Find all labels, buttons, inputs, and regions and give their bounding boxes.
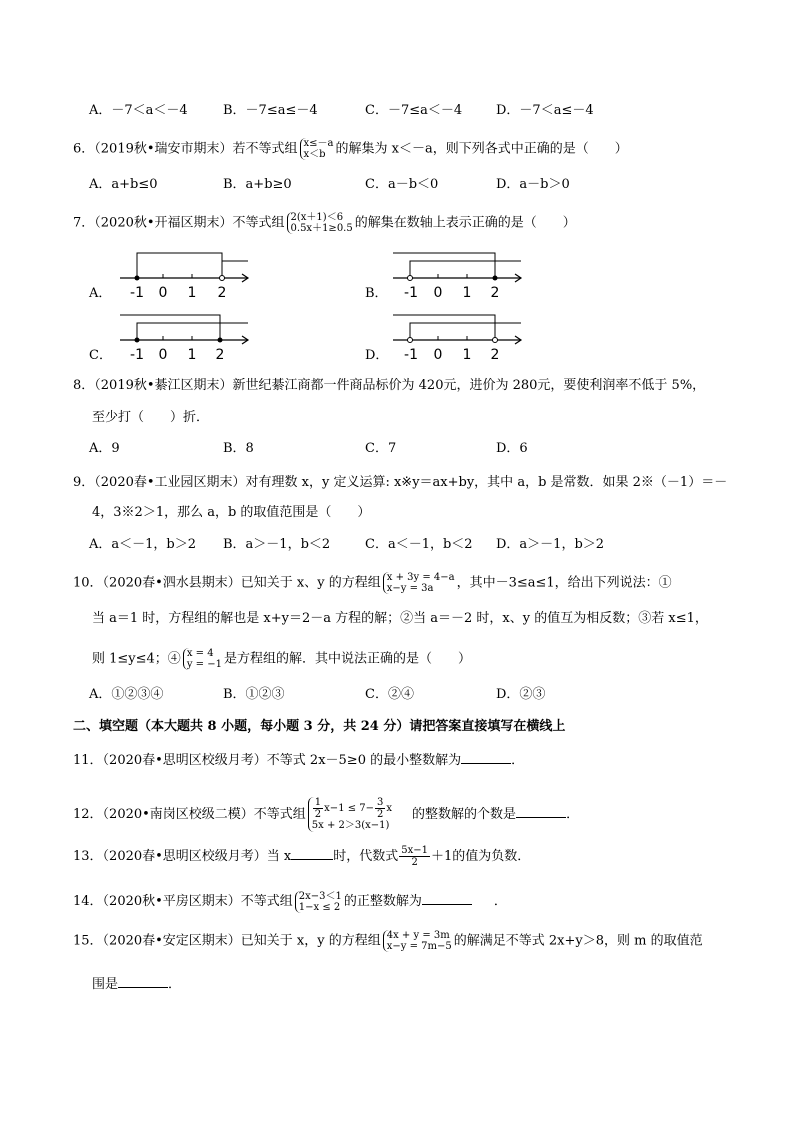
q10-system-row2: x−y = 3a xyxy=(386,583,434,594)
q6-option-a: A．a+b≤0 xyxy=(89,177,158,192)
q14-stem xyxy=(73,890,507,913)
q10-prefix: 10．（2020春•泗水县期末）已知关于 x、y 的方程组 xyxy=(73,575,381,591)
q6-option-b: B．a+b≥0 xyxy=(223,177,292,192)
q7-d-tick-label: 2 xyxy=(490,347,500,363)
q7-number-line-d xyxy=(383,307,533,369)
q10-line3-prefix: 则 1≤y≤4；④ xyxy=(92,651,181,667)
q11-prefix: 11．（2020春•思明区校级月考）不等式 2x－5≥0 的最小整数解为 xyxy=(73,753,462,768)
q7-system xyxy=(287,212,353,234)
q10-option-c: C．②④ xyxy=(365,687,414,702)
q10-stem-line2: 当 a＝1 时，方程组的解也是 x+y＝2－a 方程的解；②当 a＝－2 时，x、y 的值互为相反数；③若 x≤1， xyxy=(92,611,708,626)
q6-option-d: D．a－b＞0 xyxy=(496,177,570,192)
q12-row1-var: x xyxy=(386,803,393,814)
q7-stem xyxy=(73,212,576,234)
q12-suffix: 的整数解的个数是 xyxy=(412,807,517,822)
q12-fraction xyxy=(375,797,385,820)
q13-prefix: 13．（2020春•思明区校级月考）当 x xyxy=(73,849,292,864)
q7-d-tick-label: -1 xyxy=(404,347,418,363)
q7-d-tick-label: 1 xyxy=(462,347,472,363)
q14-end: ． xyxy=(493,894,507,909)
q7-c-tick-label: 2 xyxy=(215,347,225,363)
q8-stem-line2: 至少打（ ）折． xyxy=(92,410,210,425)
q10-line1-suffix: ，其中－3≤a≤1，给出下列说法：① xyxy=(456,575,672,591)
q7-option-b-letter: B． xyxy=(365,286,388,301)
q12-stem xyxy=(73,791,579,839)
q7-b-tick-label: -1 xyxy=(404,285,418,301)
q7-option-d-letter: D． xyxy=(365,348,389,363)
q7-a-tick-label: 2 xyxy=(217,285,227,301)
q13-suffix: ＋1的值为负数． xyxy=(431,849,531,864)
q8-option-b: B．8 xyxy=(223,441,254,456)
q15-system-row1: 4x + y = 3m xyxy=(386,930,450,941)
q7-option-a-letter: A． xyxy=(89,286,112,301)
q7-option-c-letter: C． xyxy=(89,348,112,363)
q6-stem xyxy=(73,138,628,160)
q10-solution xyxy=(183,648,222,670)
section-title: 二、填空题（本大题共 8 小题，每小题 3 分，共 24 分）请把答案直接填写在横线上 xyxy=(73,719,566,734)
q12-fraction-numerator: 1 xyxy=(314,797,322,808)
q7-a-tick-label: -1 xyxy=(130,285,144,301)
q12-fraction-denominator: 2 xyxy=(377,809,384,820)
q9-stem-line1: 9．（2020春•工业园区期末）对有理数 x，y 定义运算: x※y＝ax+by，其中 a，b 是常数．如果 2※（－1）＝－ xyxy=(73,475,728,490)
q11-stem xyxy=(73,749,524,770)
q10-solution-row1: x = 4 xyxy=(186,648,214,659)
q7-number-line-a xyxy=(110,245,260,307)
q10-stem-line1 xyxy=(73,572,672,594)
q12-fraction xyxy=(313,797,323,820)
q6-system-row1: x≤－a xyxy=(303,138,334,149)
q13-fraction-denominator: 2 xyxy=(411,857,418,868)
q14-system-row1: 2x−3＜1 xyxy=(298,890,342,902)
q15-system xyxy=(383,930,452,952)
q12-end: ． xyxy=(566,807,580,822)
q15-stem-line2 xyxy=(92,973,181,994)
q7-system-row1: 2(x＋1)＜6 xyxy=(290,212,344,223)
q9-stem-line2: 4，3※2＞1，那么 a，b 的取值范围是（ ） xyxy=(92,505,371,520)
q7-number-line-c xyxy=(110,307,260,369)
q15-line2-prefix: 围是 xyxy=(92,977,119,992)
q13-fraction xyxy=(399,845,430,868)
q14-system-row2: 1−x ≤ 2 xyxy=(298,901,341,913)
q10-system-row1: x + 3y = 4−a xyxy=(386,572,455,583)
q8-option-d: D．6 xyxy=(496,441,528,456)
q12-fraction-numerator: 3 xyxy=(377,797,384,808)
q7-a-tick-label: 1 xyxy=(187,285,197,301)
q7-c-tick-label: 1 xyxy=(187,347,197,363)
q14-answer-blank[interactable] xyxy=(422,890,472,905)
q15-stem xyxy=(73,930,703,952)
q6-prefix: 6．（2019秋•瑞安市期末）若不等式组 xyxy=(73,141,298,157)
q13-answer-blank[interactable] xyxy=(291,845,333,860)
q14-suffix: 的正整数解为 xyxy=(343,894,422,909)
q15-prefix: 15．（2020春•安定区期末）已知关于 x，y 的方程组 xyxy=(73,933,381,949)
q10-option-d: D．②③ xyxy=(496,687,546,702)
q10-system xyxy=(383,572,455,594)
q9-option-a: A．a＜－1，b＞2 xyxy=(89,537,197,552)
q12-prefix: 12．（2020•南岗区校级二模）不等式组 xyxy=(73,807,306,822)
q15-answer-blank[interactable] xyxy=(118,973,168,988)
q11-answer-blank[interactable] xyxy=(461,749,511,764)
q15-system-row2: x−y = 7m−5 xyxy=(386,941,452,952)
q12-system-row1 xyxy=(312,797,392,820)
q7-b-tick-label: 0 xyxy=(433,285,443,301)
q7-c-tick-label: 0 xyxy=(158,347,168,363)
q5-option-d: D．－7＜a≤－4 xyxy=(496,103,594,118)
q10-stem-line3 xyxy=(92,648,471,670)
q8-stem-line1: 8．（2019秋•綦江区期末）新世纪綦江商都一件商品标价为 420元，进价为 280元，要使利润率不低于 5%， xyxy=(73,378,706,393)
q12-row1-text: x−1 ≤ 7− xyxy=(324,803,375,814)
q7-c-tick-label: -1 xyxy=(130,347,144,363)
q10-line3-suffix: 是方程组的解．其中说法正确的是（ ） xyxy=(223,651,471,667)
q8-option-a: A．9 xyxy=(89,441,120,456)
q9-option-d: D．a＞－1，b＞2 xyxy=(496,537,605,552)
q13-middle: 时，代数式 xyxy=(333,849,399,864)
q7-system-row2: 0.5x＋1≥0.5 xyxy=(290,223,353,234)
q7-number-line-b xyxy=(383,245,533,307)
q12-system-row2: 5x + 2＞3(x−1) xyxy=(311,820,390,831)
q5-option-b: B．－7≤a≤－4 xyxy=(223,103,318,118)
q8-option-c: C．7 xyxy=(365,441,397,456)
q9-option-c: C．a＜－1，b＜2 xyxy=(365,537,473,552)
q6-system-row2: x＜b xyxy=(303,149,326,160)
q7-suffix: 的解集在数轴上表示正确的是（ ） xyxy=(354,215,576,231)
q7-d-tick-label: 0 xyxy=(433,347,443,363)
q6-suffix: 的解集为 x＜－a，则下列各式中正确的是（ ） xyxy=(335,141,628,157)
q12-system xyxy=(308,797,392,832)
q13-stem xyxy=(73,842,530,872)
q6-option-c: C．a－b＜0 xyxy=(365,177,439,192)
q10-option-b: B．①②③ xyxy=(223,687,285,702)
q11-suffix: ． xyxy=(511,753,525,768)
q6-system xyxy=(300,138,334,160)
q10-option-a: A．①②③④ xyxy=(89,687,164,702)
q13-fraction-numerator: 5x−1 xyxy=(401,845,429,856)
q10-solution-row2: y = −1 xyxy=(186,659,222,670)
q7-a-tick-label: 0 xyxy=(158,285,168,301)
q15-suffix: 的解满足不等式 2x+y＞8，则 m 的取值范 xyxy=(453,933,703,949)
q14-system xyxy=(295,891,342,913)
q5-option-c: C．－7≤a＜－4 xyxy=(365,103,463,118)
q12-answer-blank[interactable] xyxy=(516,803,566,818)
q9-option-b: B．a＞－1，b＜2 xyxy=(223,537,331,552)
q14-prefix: 14．（2020秋•平房区期末）不等式组 xyxy=(73,894,293,909)
q15-line2-end: ． xyxy=(168,977,182,992)
q7-prefix: 7．（2020秋•开福区期末）不等式组 xyxy=(73,215,285,231)
q5-option-a: A．－7＜a＜－4 xyxy=(89,103,188,118)
q12-fraction-denominator: 2 xyxy=(314,809,322,820)
q7-b-tick-label: 2 xyxy=(490,285,500,301)
q7-b-tick-label: 1 xyxy=(462,285,472,301)
